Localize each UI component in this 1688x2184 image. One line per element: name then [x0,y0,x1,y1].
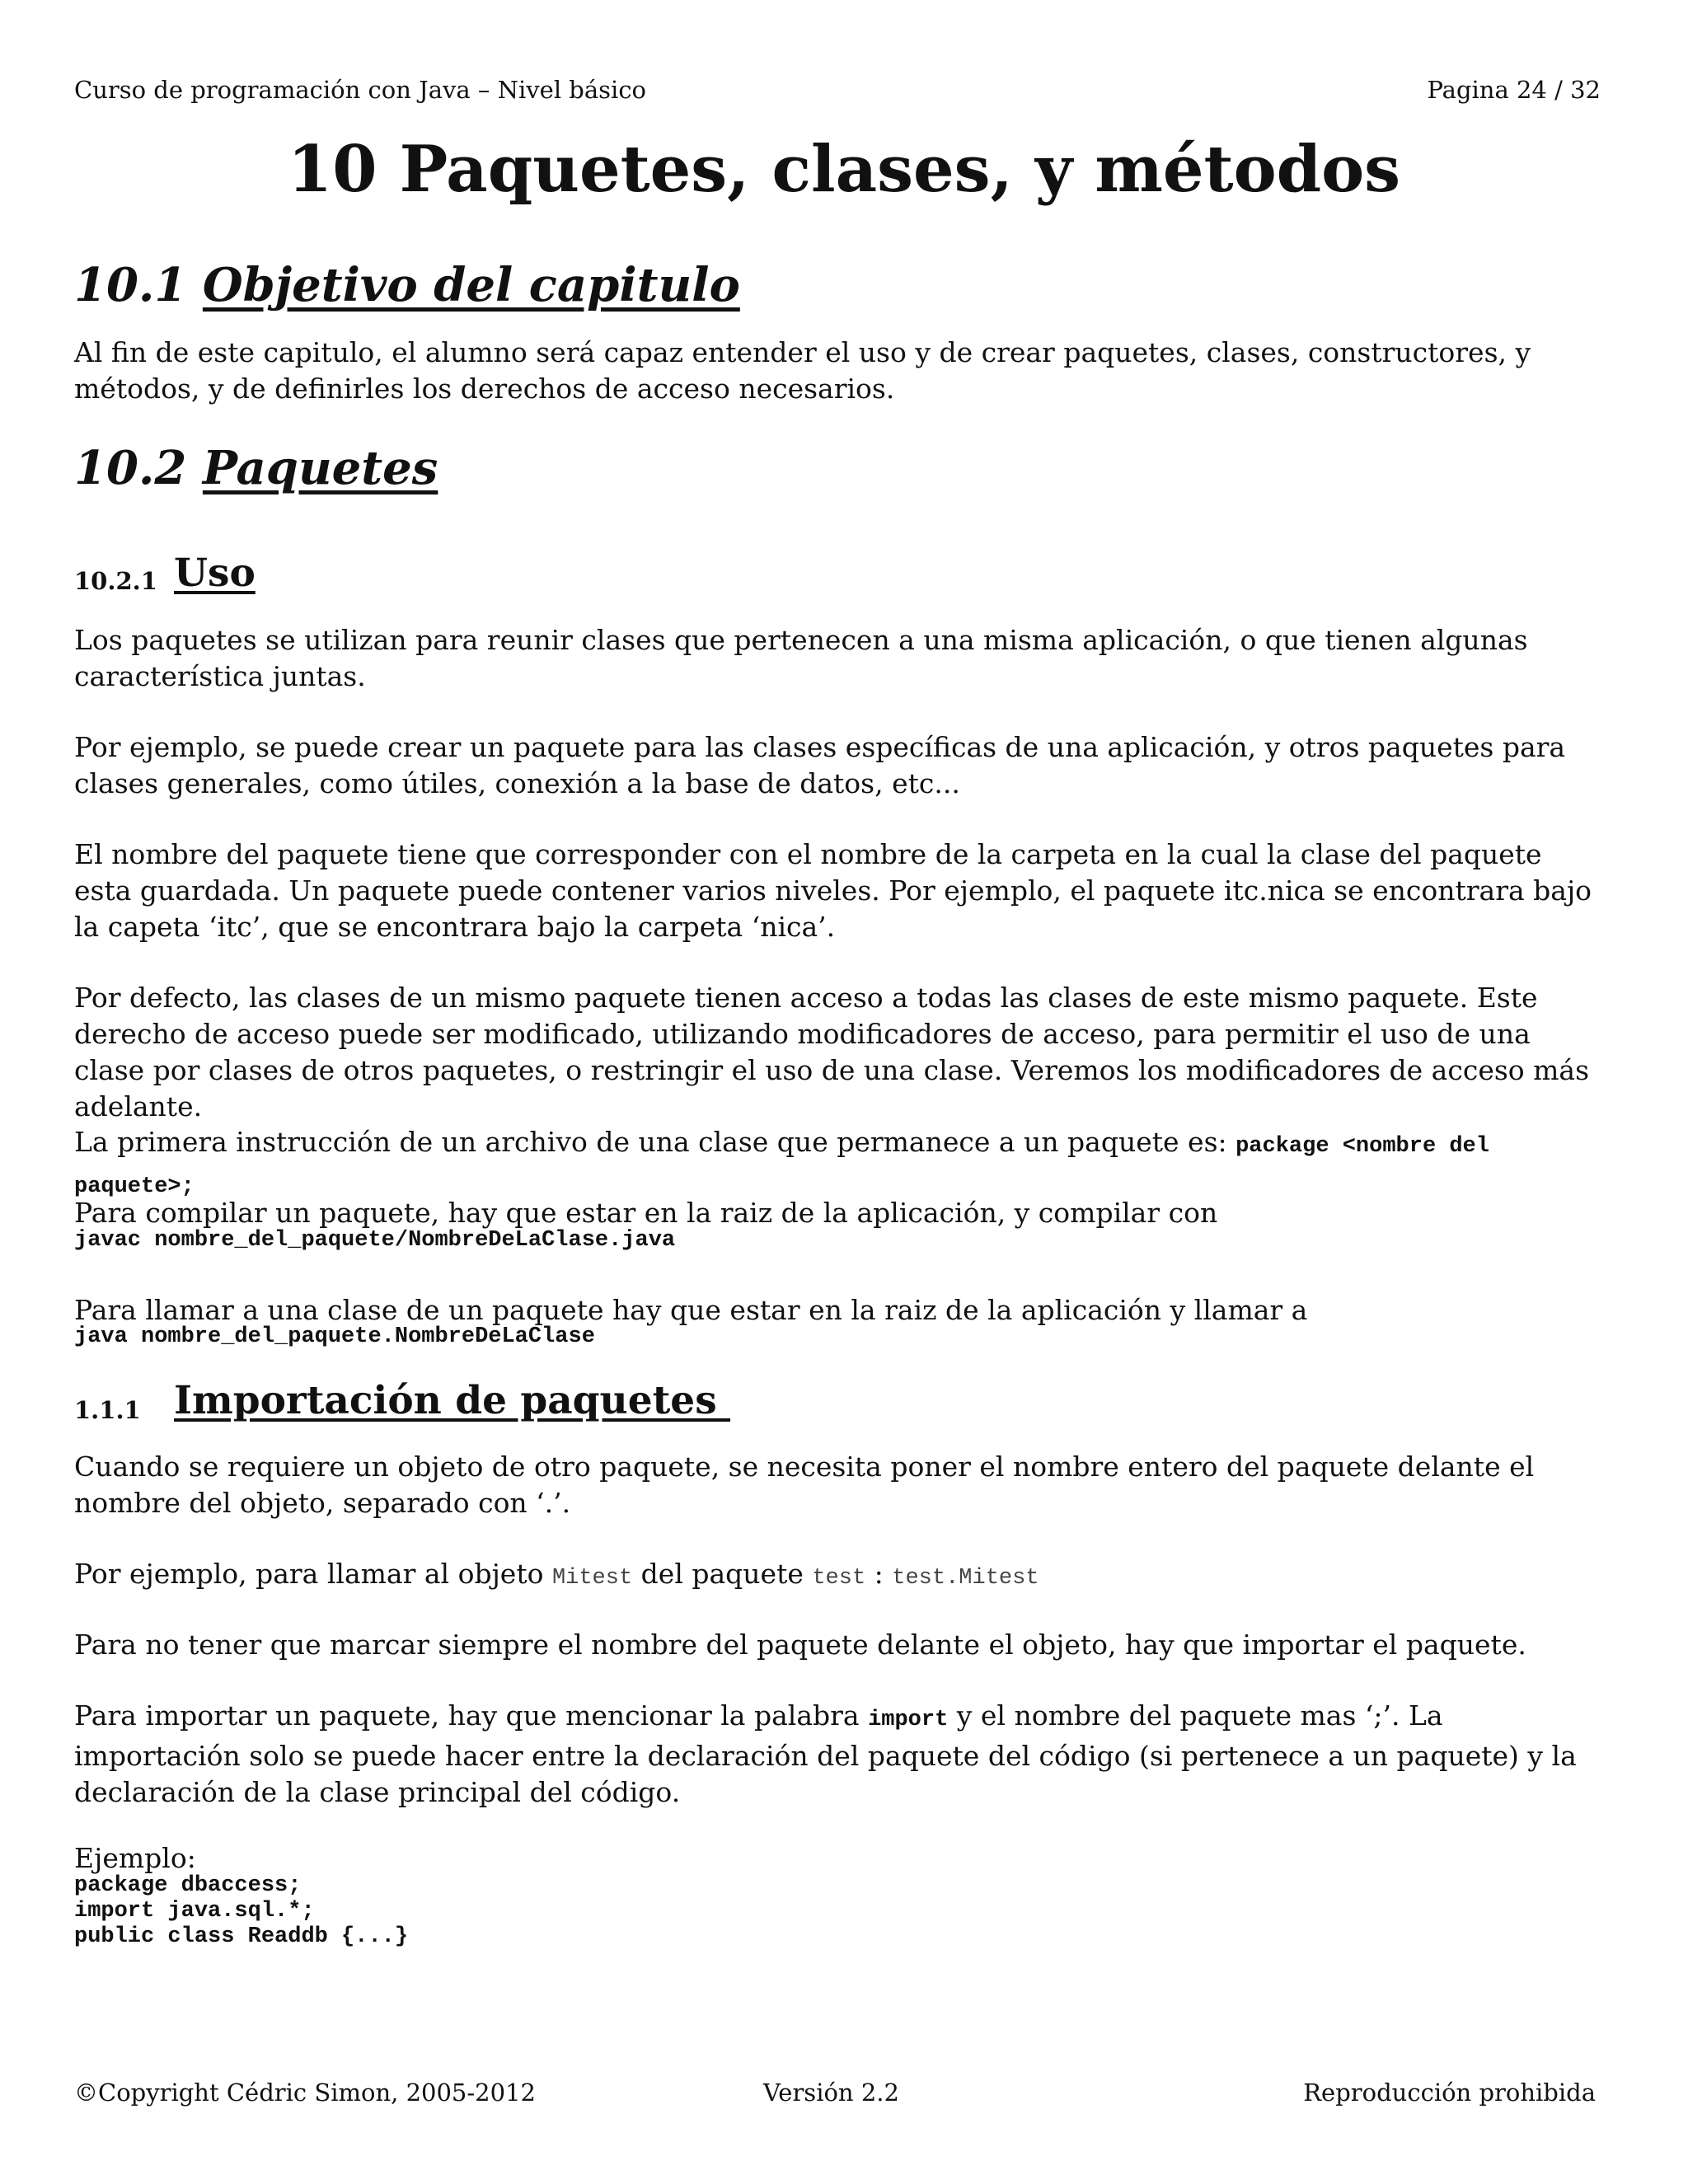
section-title: Objetivo del capitulo [202,258,740,312]
package-statement-code: package <nombre del paquete>; [74,1134,1489,1199]
text-fragment: Por ejemplo, para llamar al objeto [74,1558,552,1590]
chapter-number: 10 [287,132,377,207]
paragraph-uso-4: Por defecto, las clases de un mismo paquete tienen acceso a todas las clases de este mismo paquete. Este derecho de acceso puede ser modificado, utilizando modificadores de acceso, para permitir el uso de una clase por clases de otros paquetes, o restringir el uso de una clase. Veremos los modificadores de acceso más adelante. [74,982,1590,1122]
header-course-title: Curso de programación con Java – Nivel básico [74,76,647,104]
package-statement-text: La primera instrucción de un archivo de una clase que permanece a un paquete es: [74,1126,1236,1158]
paragraph-compile-text: Para compilar un paquete, hay que estar en la raiz de la aplicación, y compilar con [74,1197,1218,1229]
code-line: import java.sql.*; [74,1899,315,1924]
section-number: 10.1 [74,258,187,312]
section-title: Paquetes [202,441,438,495]
example-label: Ejemplo: [74,1842,196,1874]
header-page-number: Pagina 24 / 32 [1427,76,1601,104]
text-fragment: y el nombre del paquete mas ‘;’. La importación solo se puede hacer entre la declaración del paquete del código (si pertenece a un paquete) y la declaración de la clase principal del código. [74,1699,1577,1808]
code-line: package dbaccess; [74,1873,302,1898]
footer-copyright: ©Copyright Cédric Simon, 2005-2012 [74,2079,536,2107]
paragraph-import-1: Cuando se requiere un objeto de otro paquete, se necesita poner el nombre entero del paquete delante el nombre del objeto, separado con ‘.’. [74,1451,1535,1519]
footer-version: Versión 2.2 [763,2079,899,2107]
subsection-title-uso: Uso [174,551,256,596]
code-compile-command: javac nombre_del_paquete/NombreDeLaClase.java [74,1228,676,1253]
code-example-block [74,1873,408,1950]
paragraph-import-3 [74,1698,1607,1811]
code-test: test [812,1566,866,1591]
paragraph-objetivo: Al fin de este capitulo, el alumno será capaz entender el uso y de crear paquetes, clases, constructores, y métodos, y de definirles los derechos de acceso necesarios. [74,336,1531,405]
text-fragment: : [865,1558,893,1590]
paragraph-uso-3: El nombre del paquete tiene que corresponder con el nombre de la carpeta en la cual la clase del paquete esta guardada. Un paquete puede contener varios niveles. Por ejemplo, el paquete itc.nica se encontrara bajo la capeta ‘itc’, que se encontrara bajo la carpeta ‘nica’. [74,838,1592,943]
footer-rights: Reproducción prohibida [1303,2079,1596,2107]
chapter-title [0,132,1688,207]
text-fragment: Para importar un paquete, hay que mencionar la palabra [74,1699,869,1732]
code-import-keyword: import [868,1708,949,1732]
subsection-number: 1.1.1 [74,1396,141,1424]
chapter-title-text: Paquetes, clases, y métodos [399,132,1401,207]
subsection-title-importacion: Importación de paquetes [174,1378,731,1423]
paragraph-run-text: Para llamar a una clase de un paquete hay que estar en la raiz de la aplicación y llamar a [74,1294,1308,1326]
code-run-command: java nombre_del_paquete.NombreDeLaClase [74,1324,595,1349]
paragraph-import-example [74,1556,1607,1596]
section-number: 10.2 [74,441,187,495]
section-heading-paquetes [74,441,438,495]
code-mitest: Mitest [551,1566,633,1591]
code-line: public class Readdb {...} [74,1924,409,1949]
subsection-number: 10.2.1 [74,567,157,595]
code-test-mitest: test.Mitest [892,1566,1039,1591]
paragraph-uso-2: Por ejemplo, se puede crear un paquete para las clases específicas de una aplicación, y otros paquetes para clases generales, como útiles, conexión a la base de datos, etc... [74,731,1566,799]
section-heading-objetivo [74,258,740,312]
paragraph-import-2: Para no tener que marcar siempre el nombre del paquete delante el objeto, hay que importar el paquete. [74,1629,1526,1661]
paragraph-package-statement [74,1124,1607,1205]
paragraph-uso-1: Los paquetes se utilizan para reunir clases que pertenecen a una misma aplicación, o que tienen algunas característica juntas. [74,624,1528,692]
text-fragment: del paquete [632,1558,813,1590]
